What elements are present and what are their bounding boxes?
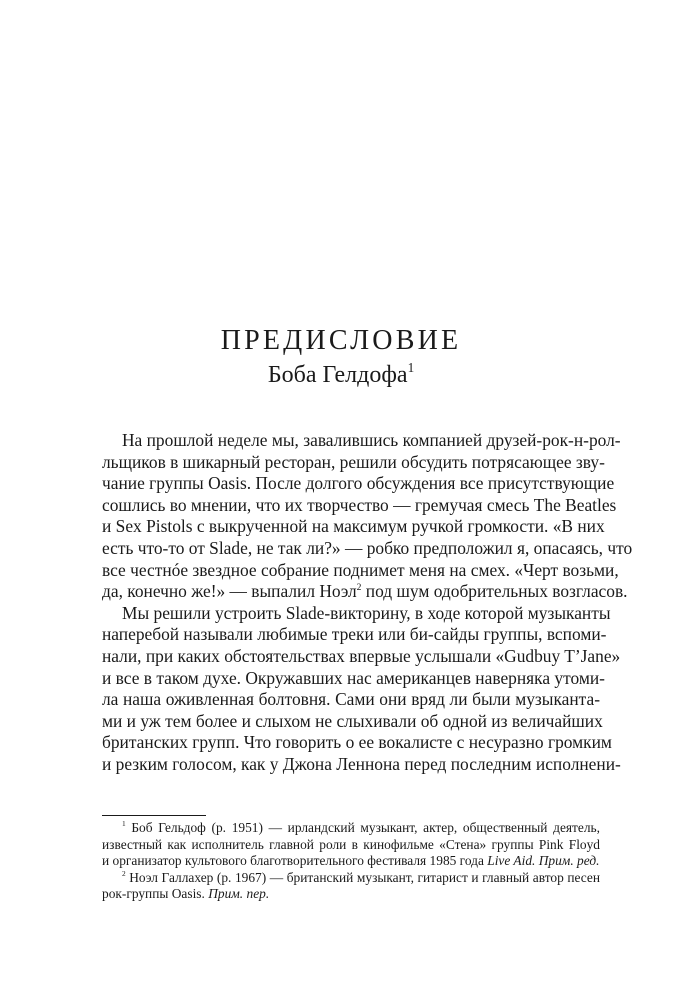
chapter-subtitle <box>0 360 682 390</box>
footnote-line: известный как исполнитель главной роли в кинофильме «Стена» группы Pink Floyd <box>102 836 600 852</box>
text-segment: и организатор культового благотворительного фестиваля 1985 года <box>102 853 488 869</box>
text-line: есть что-то от Slade, не так ли?» — робко предположил я, опасаясь, что <box>102 537 633 558</box>
footnote-line <box>102 886 600 903</box>
text-line: льщиков в шикарный ресторан, решили обсудить потрясающее зву- <box>102 451 605 472</box>
footnote-number: 2 <box>122 869 126 879</box>
footnote-line <box>102 853 600 870</box>
footnote-line <box>102 870 600 887</box>
text-line: На прошлой неделе мы, завалившись компанией друзей-рок-н-рол- <box>122 430 621 450</box>
footnote-number: 1 <box>122 819 126 829</box>
text-line: британских групп. Что говорить о ее вокалисте с несуразно громким <box>102 732 612 753</box>
subtitle-text: Боба Гелдофа <box>267 362 408 388</box>
text-segment: Ноэл Галлахер (р. 1967) — британский музыкант, гитарист и главный автор песен <box>129 869 600 885</box>
text-line: все честнóе звездное собрание поднимет меня на смех. «Черт возьми, <box>102 559 619 580</box>
text-line: ла наша оживленная болтовня. Сами они вряд ли были музыканта- <box>102 689 600 710</box>
text-line: и все в таком духе. Окружавших нас американцев наверняка утоми- <box>102 667 605 688</box>
text-line: Мы решили устроить Slade-викторину, в ходе которой музыканты <box>122 602 611 623</box>
translator-note: Прим. пер. <box>208 886 270 902</box>
body-text <box>102 430 633 776</box>
text-segment: да, конечно же!» — выпалил Ноэл <box>102 581 357 602</box>
text-segment: Боб Гельдоф (р. 1951) — ирландский музыкант, актер, общественный деятель, <box>131 820 600 835</box>
chapter-title: ПРЕДИСЛОВИЕ <box>220 325 462 356</box>
text-line: нали, при каких обстоятельствах впервые услышали «Gudbuy T’Jane» <box>102 645 621 666</box>
footnote-2 <box>102 870 600 903</box>
text-segment: под шум одобрительных возгласов. <box>361 581 628 602</box>
footnote-ref-2[interactable]: 2 <box>356 581 362 593</box>
text-line <box>102 581 628 603</box>
paragraph-1 <box>102 430 633 603</box>
footnotes <box>102 820 600 903</box>
footnote-divider <box>102 815 206 816</box>
text-line: ми и уж тем более и слыхом не слыхивали об одной из величайших <box>102 710 603 731</box>
paragraph-2 <box>102 602 621 776</box>
text-line: чание группы Oasis. После долгого обсуждения все присутствующие <box>102 473 615 494</box>
text-line: сошлись во мнении, что их творчество — гремучая смесь The Beatles <box>102 494 617 515</box>
text-line: и резким голосом, как у Джона Леннона перед последним исполнени- <box>102 753 621 774</box>
footnote-line <box>102 820 600 837</box>
text-line: и Sex Pistols с выкрученной на максимум ручкой громкости. «В них <box>102 516 605 537</box>
text-segment: рок-группы Oasis. <box>102 886 209 902</box>
footnote-1 <box>102 820 600 870</box>
footnote-ref-1[interactable]: 1 <box>407 360 415 376</box>
text-line: наперебой называли любимые треки или би-сайды группы, вспоми- <box>102 624 607 645</box>
editor-note: Live Aid. Прим. ред. <box>487 853 600 869</box>
